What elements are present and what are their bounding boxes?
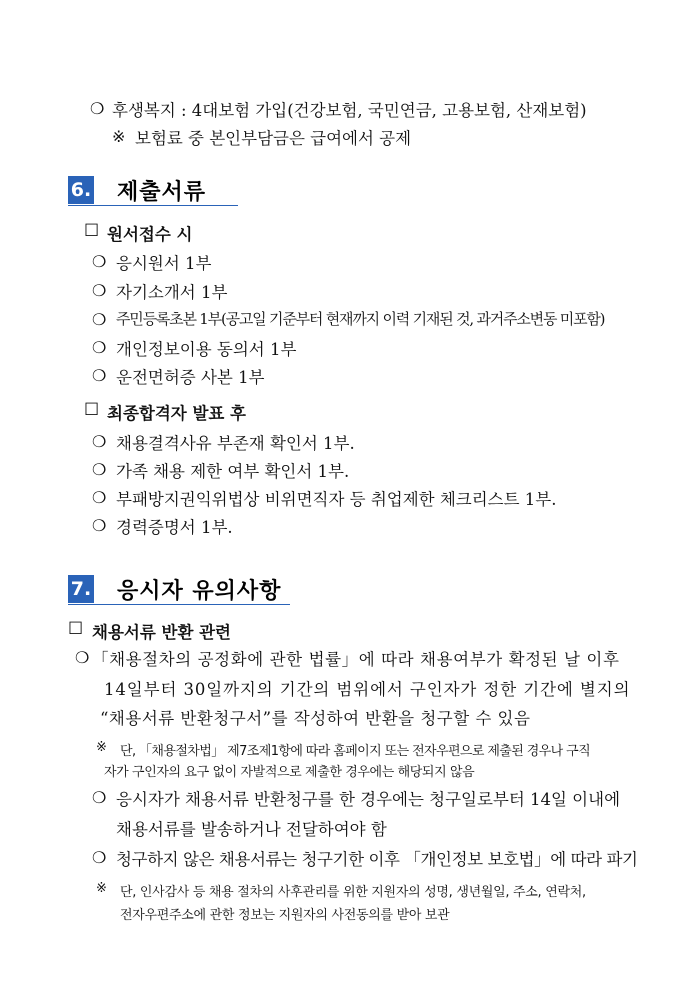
doc-item: 자기소개서 1부 [116, 283, 228, 302]
group-title-final: 최종합격자 발표 후 [107, 404, 247, 423]
reference-mark: ※ [112, 127, 126, 146]
doc-item: 채용결격사유 부존재 확인서 1부. [116, 434, 355, 453]
notice-line: 응시자가 채용서류 반환청구를 한 경우에는 청구일로부터 14일 이내에 [116, 790, 621, 809]
doc-item: 가족 채용 제한 여부 확인서 1부. [116, 462, 350, 481]
circle-bullet: ❍ [92, 460, 107, 479]
circle-bullet: ❍ [92, 516, 107, 535]
notice-line: 14일부터 30일까지의 기간의 범위에서 구인자가 정한 기간에 별지의 [104, 680, 631, 699]
section-6-underline [68, 205, 238, 206]
section-6-number: 6. [68, 176, 94, 204]
doc-item: 응시원서 1부 [116, 254, 212, 273]
section-6-title: 제출서류 [117, 180, 207, 205]
circle-bullet: ❍ [92, 338, 107, 357]
notice-line: “채용서류 반환청구서”를 작성하여 반환을 청구할 수 있음 [100, 709, 531, 728]
checkbox-icon: ☐ [84, 221, 100, 241]
welfare-line: 후생복지 : 4대보험 가입(건강보험, 국민연금, 고용보험, 산재보험) [112, 101, 587, 120]
welfare-note: 보험료 중 본인부담금은 급여에서 공제 [135, 129, 412, 148]
circle-bullet: ❍ [92, 848, 107, 867]
section-7-underline [68, 604, 290, 605]
section-7-title: 응시자 유의사항 [117, 579, 282, 604]
circle-bullet: ❍ [92, 281, 107, 300]
notice-line: 「채용절차의 공정화에 관한 법률」에 따라 채용여부가 확정된 날 이후 [92, 650, 620, 669]
circle-bullet: ❍ [75, 648, 90, 667]
doc-item: 운전면허증 사본 1부 [116, 368, 265, 387]
checkbox-icon: ☐ [68, 619, 84, 639]
notice-line: 채용서류를 발송하거나 전달하여야 함 [116, 820, 387, 839]
note-line: 자가 구인자의 요구 없이 자발적으로 제출한 경우에는 해당되지 않음 [104, 765, 475, 780]
circle-bullet: ❍ [92, 310, 107, 329]
circle-bullet: ❍ [92, 788, 107, 807]
doc-item: 주민등록초본 1부(공고일 기준부터 현재까지 이력 기재된 것, 과거주소변동 미포함) [116, 310, 605, 328]
doc-item: 부패방지권익위법상 비위면직자 등 취업제한 체크리스트 1부. [116, 490, 557, 509]
note-line: 단, 「채용절차법」 제7조제1항에 따라 홈페이지 또는 전자우편으로 제출된 경우나 구직 [120, 744, 591, 759]
note-line: 전자우편주소에 관한 정보는 지원자의 사전동의를 받아 보관 [120, 908, 450, 923]
section-7-number: 7. [68, 575, 94, 603]
reference-mark: ※ [96, 881, 107, 896]
circle-bullet: ❍ [92, 252, 107, 271]
group-title-return: 채용서류 반환 관련 [92, 623, 232, 642]
group-title-application: 원서접수 시 [107, 225, 193, 244]
circle-bullet: ❍ [92, 432, 107, 451]
notice-line: 청구하지 않은 채용서류는 청구기한 이후 「개인정보 보호법」에 따라 파기 [116, 850, 638, 869]
circle-bullet: ❍ [92, 488, 107, 507]
circle-bullet: ❍ [92, 366, 107, 385]
doc-item: 경력증명서 1부. [116, 518, 233, 537]
reference-mark: ※ [96, 740, 107, 755]
doc-item: 개인정보이용 동의서 1부 [116, 340, 297, 359]
circle-bullet: ❍ [90, 99, 105, 118]
checkbox-icon: ☐ [84, 400, 100, 420]
note-line: 단, 인사감사 등 채용 절차의 사후관리를 위한 지원자의 성명, 생년월일, 주소, 연락처, [120, 885, 586, 900]
